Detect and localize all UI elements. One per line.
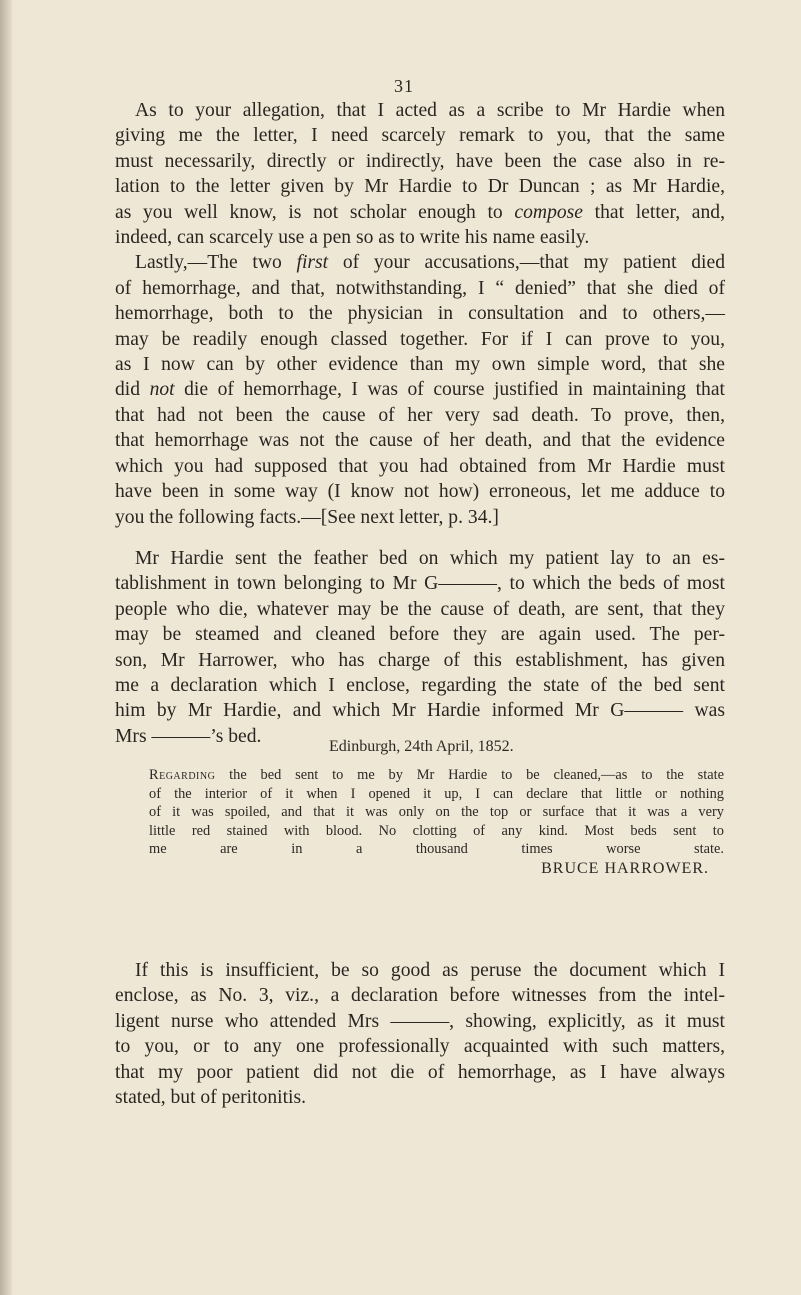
text-line: tablishment in town belonging to Mr G———, to which the beds of most [115,573,725,595]
main-text-block-1 [115,98,725,530]
text-line [115,250,725,275]
italic-word-first: first [296,252,329,274]
text-line: to you, or to any one professionally acquainted with such matters, [115,1036,725,1058]
text-line [149,766,724,784]
text-line: son, Mr Harrower, who has charge of this establishment, has given [115,649,725,671]
text-segment: of your accusations,—that my patient died [328,252,725,274]
text-line: of hemorrhage, and that, notwithstanding, I “ denied” that she died of [115,277,725,299]
book-page [24,0,801,1295]
text-line: that had not been the cause of her very sad death. To prove, then, [115,404,725,426]
text-line [115,200,725,225]
text-segment: the bed sent to me by Mr Hardie to be cleaned,—as to the state [215,767,724,784]
paragraph-allegation [115,98,725,250]
text-segment: as you well know, is not scholar enough to [115,201,515,223]
text-line: little red stained with blood. No clotting of any kind. Most beds sent to [149,822,724,839]
text-line: may be readily enough classed together. For if I can prove to you, [115,328,725,350]
text-line: me are in a thousand times worse state. [149,841,724,858]
text-line: hemorrhage, both to the physician in consultation and to others,— [115,303,725,325]
text-line: of it was spoiled, and that it was only on the top or surface that it was a very [149,804,724,821]
main-text-block-2 [115,546,725,749]
text-line: giving me the letter, I need scarcely remark to you, that the same [115,125,725,147]
italic-word-compose: compose [514,201,583,223]
page-number: 31 [394,76,414,96]
harrower-declaration [149,738,724,879]
declaration-signature: BRUCE HARROWER. [541,860,709,878]
text-line: as I now can by other evidence than my own simple word, that she [115,354,725,376]
text-line: that hemorrhage was not the cause of her death, and that the evidence [115,430,725,452]
text-segment: die of hemorrhage, I was of course justified in maintaining that [174,379,725,401]
text-line [115,377,725,402]
text-line: which you had supposed that you had obtained from Mr Hardie must [115,455,725,477]
page-binding-edge [0,0,12,1295]
text-line: Mrs ———’s bed. [115,725,262,747]
text-segment: Lastly,—The two [135,252,297,274]
text-line: indeed, can scarcely use a pen so as to write his name easily. [115,227,590,249]
text-line: him by Mr Hardie, and which Mr Hardie informed Mr G——— was [115,700,725,722]
text-line: If this is insufficient, be so good as peruse the document which I [135,960,725,981]
text-line: As to your allegation, that I acted as a scribe to Mr Hardie when [135,100,725,121]
text-line: you the following facts.—[See next letter, p. 34.] [115,506,499,528]
text-line: lation to the letter given by Mr Hardie to Dr Duncan ; as Mr Hardie, [115,176,725,198]
text-line: stated, but of peritonitis. [115,1087,307,1109]
text-line: ligent nurse who attended Mrs ———, showing, explicitly, as it must [115,1010,725,1032]
declaration-text [149,766,724,858]
text-line: of the interior of it when I opened it up, I can declare that little or nothing [149,785,724,802]
italic-word-not: not [149,379,175,401]
declaration-lead-word: Regarding [149,767,216,784]
text-segment: that letter, and, [582,201,725,223]
text-line: Mr Hardie sent the feather bed on which my patient lay to an es- [135,548,725,569]
text-line: must necessarily, directly or indirectly, have been the case also in re- [115,150,725,172]
text-line: me a declaration which I enclose, regarding the state of the bed sent [115,675,725,697]
text-line: people who die, whatever may be the cause of death, are sent, that they [115,598,725,620]
text-line: have been in some way (I know not how) erroneous, let me adduce to [115,481,725,503]
paragraph-insufficient [115,958,725,1110]
text-segment: did [115,379,150,401]
text-line: may be steamed and cleaned before they are again used. The per- [115,624,725,646]
paragraph-lastly [115,250,725,529]
text-line: that my poor patient did not die of hemorrhage, as I have always [115,1061,725,1083]
paragraph-feather-bed [115,546,725,749]
declaration-date: Edinburgh, 24th April, 1852. [329,738,514,755]
main-text-block-3 [115,958,725,1110]
text-line: enclose, as No. 3, viz., a declaration before witnesses from the intel- [115,985,725,1007]
